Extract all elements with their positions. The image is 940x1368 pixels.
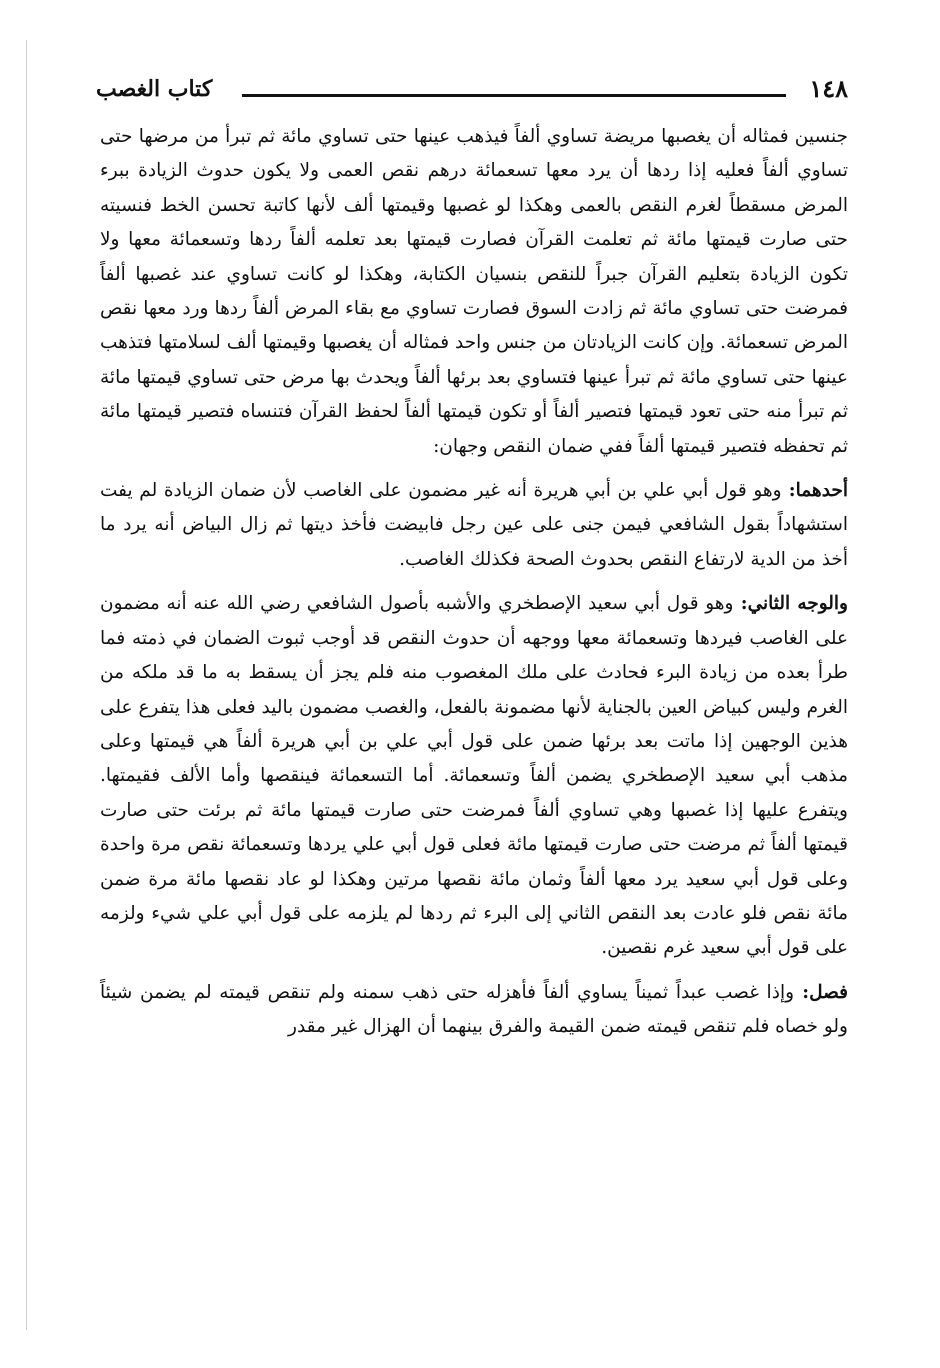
paragraph-text: وهو قول أبي سعيد الإصطخري والأشبه بأصول الشافعي رضي الله عنه أنه مضمون على الغاصب فيردها وتسعمائة معها ووجهه أن حدوث النقص قد أوجب ثبوت الضمان في ذمته فما طرأ بعده من زيادة البرء فحادث على ملك المغصوب منه فلم يجز أن يسقط به ما قد ملكه من الغرم وليس كبياض العين بالجناية لأنها مضمونة بالفعل، والغصب مضمون باليد فعلى هذا يتفرع على هذين الوجهين إذا ماتت بعد برئها ضمن على قول أبي علي بن أبي هريرة ألفاً هي قيمتها وعلى مذهب أبي سعيد الإصطخري يضمن ألفاً وتسعمائة. أما التسعمائة فينقصها وأما الألف فقيمتها. ويتفرع عليها إذا غصبها وهي تساوي ألفاً فمرضت حتى صارت قيمتها مائة ثم برئت حتى صارت قيمتها ألفاً ثم مرضت حتى صارت قيمتها مائة فعلى قول أبي علي يردها وتسعمائة نقص مرة واحدة وعلى قول أبي سعيد يرد معها ألفاً وثمان مائة نقصها مرتين وهكذا لو عاد نقصها مائة مرة ضمن مائة نقص فلو عادت بعد النقص الثاني إلى البرء ثم ردها لم يلزمه على قول أبي علي شيء ولزمه على قول أبي سعيد غرم نقصين. bbox=[100, 593, 848, 959]
page-header bbox=[96, 74, 848, 110]
paragraph-text: جنسين فمثاله أن يغصبها مريضة تساوي ألفاً فيذهب عينها حتى تساوي مائة ثم تبرأ من مرضها حتى تساوي ألفاً فعليه إذا ردها أن يرد معها تسعمائة درهم نقص العمى ولا يكون حدوث الزيادة ببرء المرض مسقطاً لغرم النقص بالعمى وهكذا لو غصبها وقيمتها ألف لأنها كاتبة تحسن الخط فنسيته حتى صارت قيمتها مائة ثم تعلمت القرآن فصارت قيمتها بعد تعلمه ألفاً ردها وتسعمائة معها ولا تكون الزيادة بتعليم القرآن جبراً للنقص بنسيان الكتابة، وهكذا لو كانت تساوي عند غصبها ألفاً فمرضت حتى تساوي مائة ثم زادت السوق فصارت تساوي مع بقاء المرض ألفاً ردها ورد معها نقص المرض تسعمائة. وإن كانت الزيادتان من جنس واحد فمثاله أن يغصبها وقيمتها ألف لسلامتها فتذهب عينها حتى تساوي مائة ثم تبرأ عينها فتساوي بعد برئها ألفاً ويحدث بها مرض حتى تساوي قيمتها مائة ثم تبرأ منه حتى تعود قيمتها فتصير ألفاً أو تكون قيمتها ألفاً لحفظ القرآن فتنساه فتصير قيمتها مائة ثم تحفظه فتصير قيمتها ألفاً ففي ضمان النقص وجهان: bbox=[100, 126, 848, 457]
paragraph-text: وإذا غصب عبداً ثميناً يساوي ألفاً فأهزله حتى ذهب سمنه ولم تنقص قيمته لم يضمن شيئاً ولو خصاه فلم تنقص قيمته ضمن القيمة والفرق بينهما أن الهزال غير مقدر bbox=[100, 981, 848, 1038]
paragraph-intro bbox=[100, 120, 848, 464]
paragraph-first-view bbox=[100, 474, 848, 577]
paragraph-section bbox=[100, 976, 848, 1045]
body-text bbox=[100, 120, 848, 1045]
paragraph-lead: والوجه الثاني: bbox=[733, 593, 848, 615]
paragraph-lead: أحدهما: bbox=[781, 480, 848, 502]
header-rule bbox=[242, 94, 786, 97]
binding-edge-line bbox=[26, 40, 27, 1330]
page-number: ١٤٨ bbox=[809, 74, 848, 103]
paragraph-text: وهو قول أبي علي بن أبي هريرة أنه غير مضمون على الغاصب لأن ضمان الزيادة لم يفت استشهاداً بقول الشافعي فيمن جنى على عين رجل فابيضت فأخذ ديتها ثم زال البياض أنه يرد ما أخذ من الدية لارتفاع النقص بحدوث الصحة فكذلك الغاصب. bbox=[100, 480, 848, 570]
paragraph-second-view bbox=[100, 587, 848, 965]
paragraph-lead: فصل: bbox=[794, 981, 848, 1003]
chapter-title: كتاب الغصب bbox=[96, 76, 213, 102]
